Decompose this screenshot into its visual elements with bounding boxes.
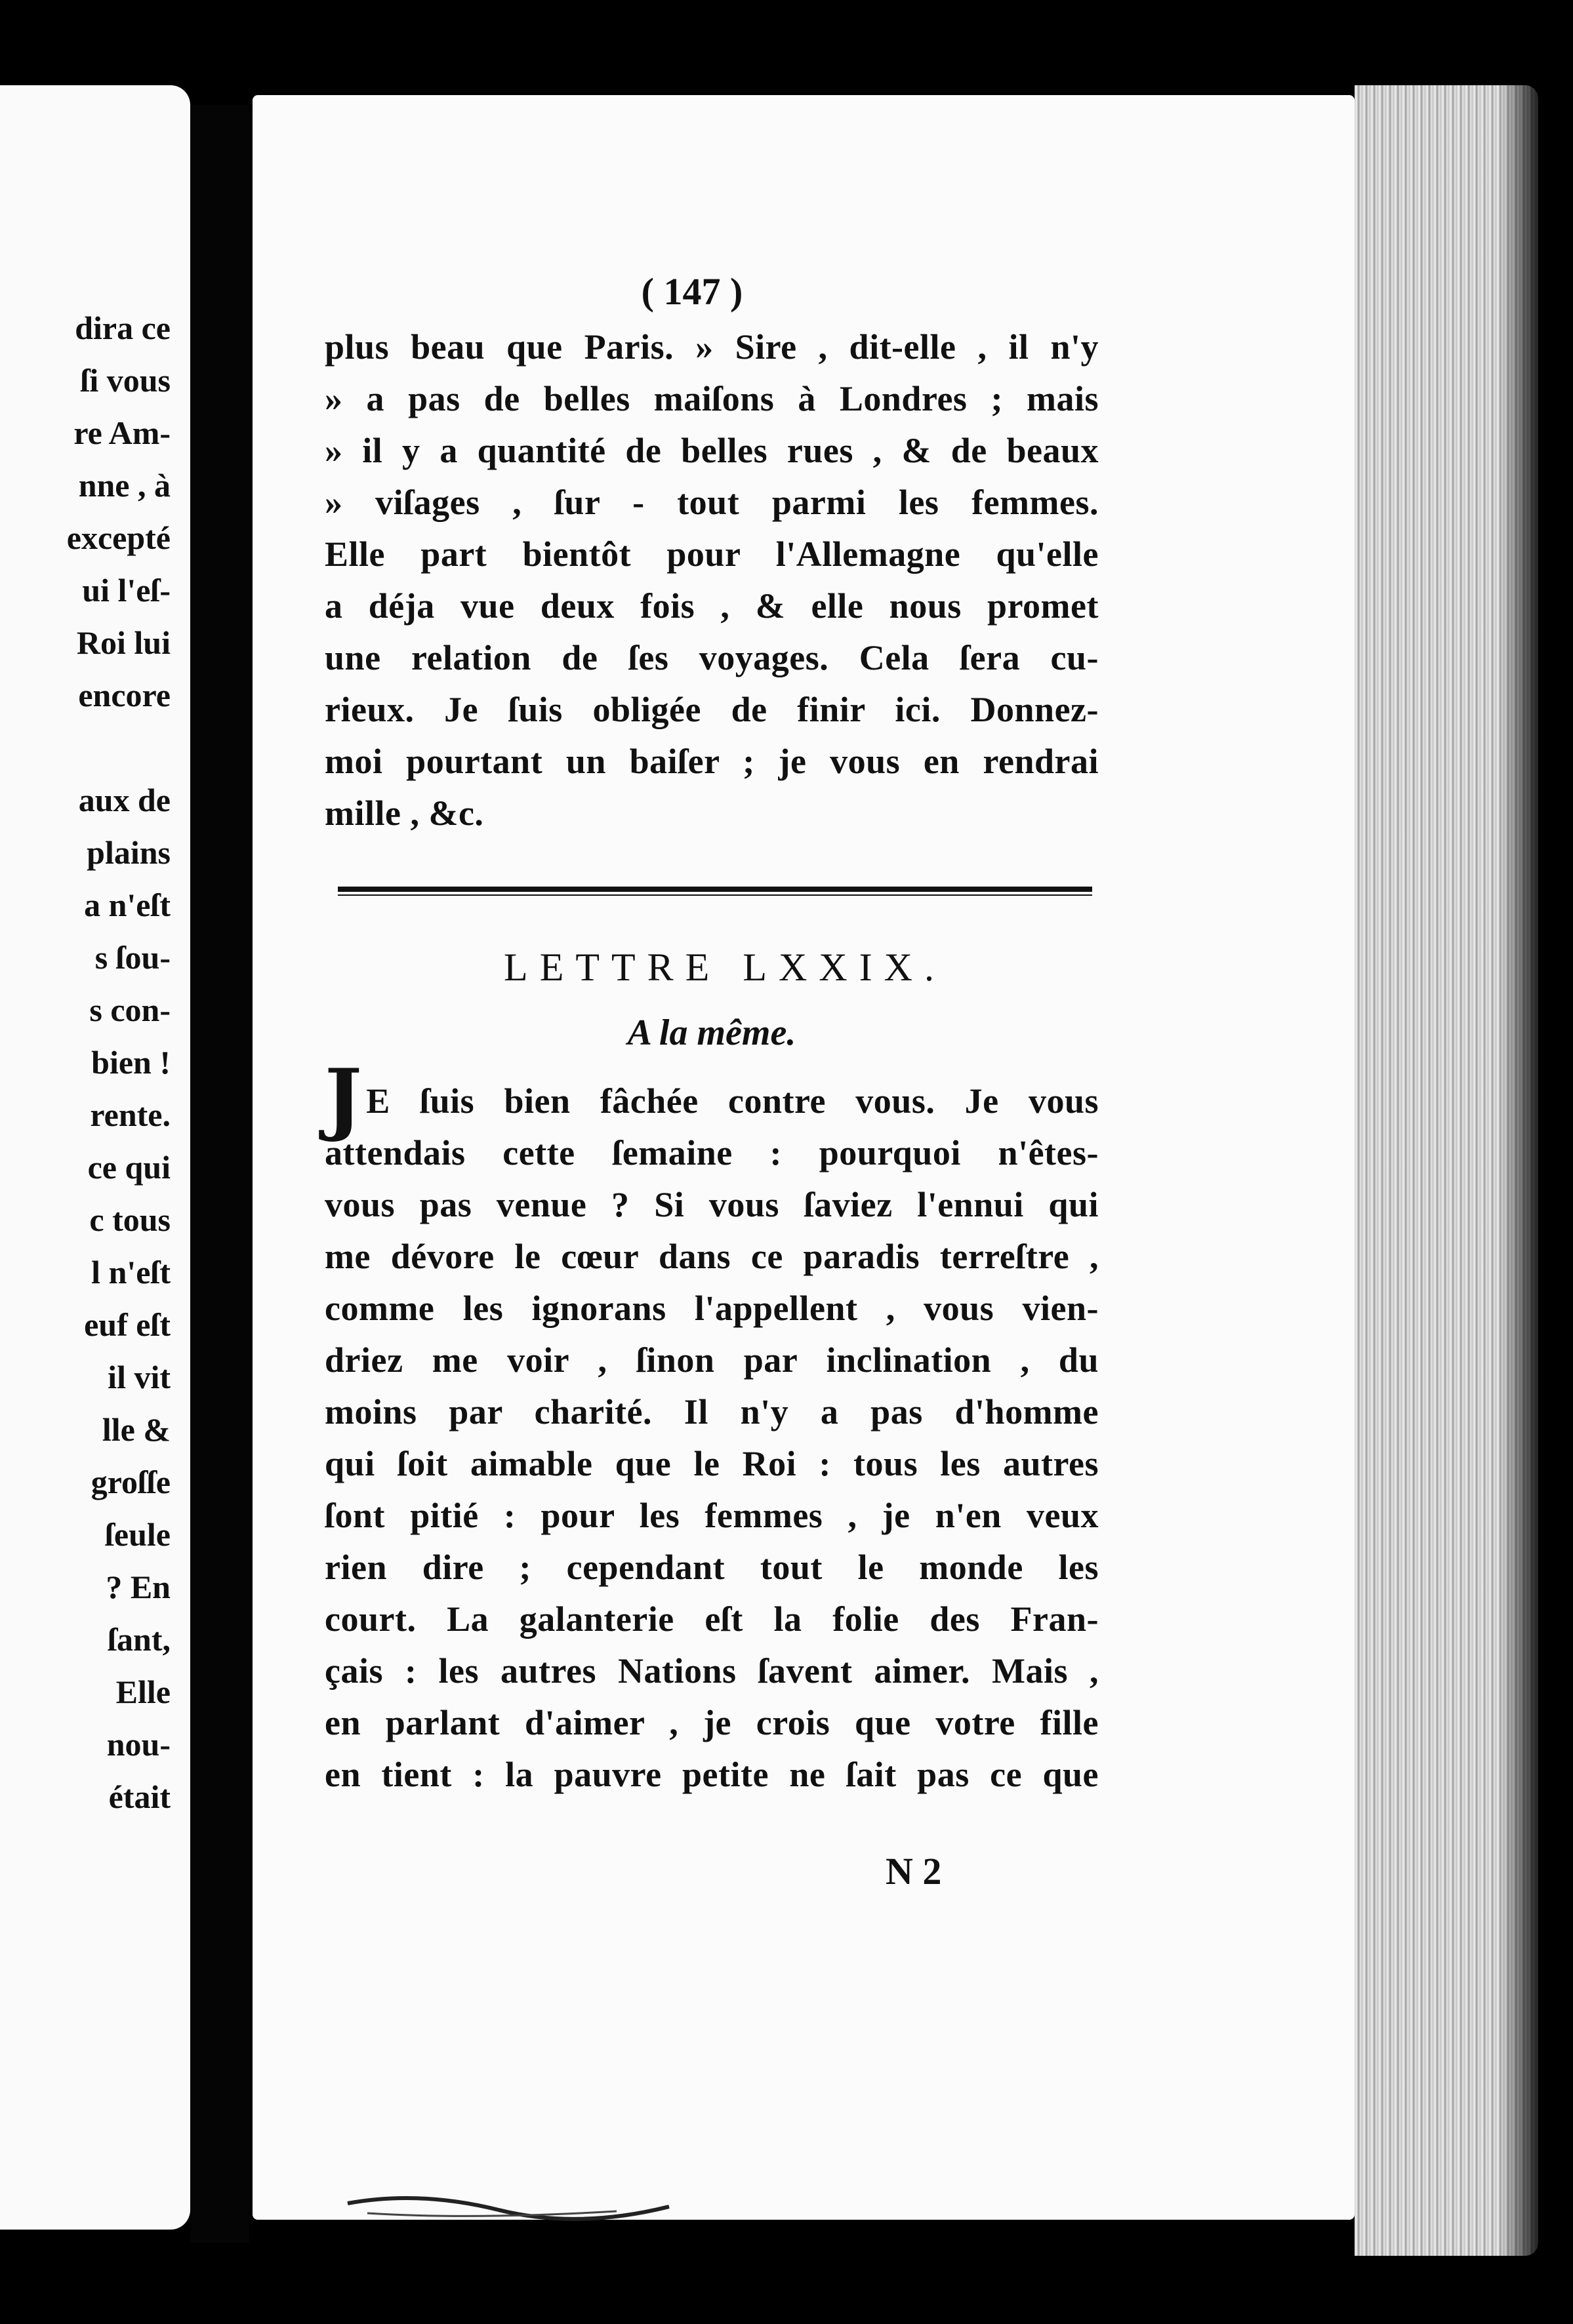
text-line: » viſages , ſur - tout parmi les femmes. <box>325 483 1099 522</box>
left-line: l n'eſt <box>91 1254 171 1291</box>
left-line: était <box>108 1778 171 1815</box>
section-divider <box>325 839 1099 931</box>
text-line: en tient : la pauvre petite ne ſait pas ce que <box>325 1755 1099 1794</box>
left-line: re Am- <box>73 414 171 451</box>
left-line: dira ce <box>75 310 171 346</box>
left-line: ? En <box>106 1569 171 1605</box>
text-line: çais : les autres Nations ſavent aimer. Mais , <box>325 1651 1099 1691</box>
salutation: A la même. <box>627 1012 796 1053</box>
text-line: rieux. Je ſuis obligée de finir ici. Donnez- <box>325 690 1099 729</box>
text-line: plus beau que Paris. » Sire , dit-elle , il n'y <box>325 327 1099 367</box>
text-line: Elle part bientôt pour l'Allemagne qu'elle <box>325 534 1099 574</box>
text-line: attendais cette ſemaine : pourquoi n'êtes- <box>325 1133 1099 1172</box>
page-smudge <box>341 2184 682 2223</box>
text-line: qui ſoit aimable que le Roi : tous les autres <box>325 1444 1099 1483</box>
left-line: aux de <box>78 782 171 818</box>
left-line: ui l'eſ- <box>82 572 171 609</box>
left-line: excepté <box>66 519 171 556</box>
text-line: me dévore le cœur dans ce paradis terreſtre , <box>325 1237 1099 1276</box>
left-line: rente. <box>90 1096 171 1133</box>
left-line: il vit <box>108 1359 171 1395</box>
book-gutter <box>190 105 249 2243</box>
left-line: lle & <box>102 1411 171 1448</box>
left-line: nou- <box>106 1726 171 1763</box>
left-page <box>0 85 190 2230</box>
letter-title: LETTRE LXXIX. <box>504 946 946 989</box>
left-page-text <box>67 302 171 1823</box>
text-line: une relation de ſes voyages. Cela ſera cu- <box>325 638 1099 677</box>
left-line: encore <box>78 677 171 713</box>
text-line: a déja vue deux fois , & elle nous promet <box>325 586 1099 626</box>
text-line: mille , &c. <box>325 793 484 833</box>
text-line: moi pourtant un baiſer ; je vous en rendrai <box>325 742 1099 781</box>
left-line: s ſou- <box>94 939 171 976</box>
text-line: rien dire ; cependant tout le monde les <box>325 1548 1099 1587</box>
drop-cap: J <box>325 1052 363 1144</box>
left-line: Elle <box>115 1673 171 1710</box>
left-line: s con- <box>89 992 171 1028</box>
left-line: nne , à <box>78 467 171 504</box>
text-line: J E ſuis bien fâchée contre vous. Je vous <box>325 1052 1099 1144</box>
left-line: bien ! <box>91 1044 171 1081</box>
left-line: ſeule <box>105 1516 171 1553</box>
page-fore-edge <box>1355 85 1538 2256</box>
left-line: euf eſt <box>84 1306 171 1343</box>
text-line: » a pas de belles maiſons à Londres ; mais <box>325 379 1099 418</box>
left-line: ſant, <box>108 1621 171 1658</box>
text-line: ſont pitié : pour les femmes , je n'en veux <box>325 1496 1099 1535</box>
left-line: plains <box>87 834 171 871</box>
right-page-text <box>325 262 1099 1801</box>
left-line: Roi lui <box>76 624 171 661</box>
left-line: ce qui <box>87 1149 171 1186</box>
text-line: court. La galanterie eſt la folie des Fran- <box>325 1599 1099 1639</box>
text-line: vous pas venue ? Si vous ſaviez l'ennui qui <box>325 1185 1099 1224</box>
text-line: driez me voir , ſinon par inclination , du <box>325 1340 1099 1380</box>
text-line: comme les ignorans l'appellent , vous vien- <box>325 1289 1099 1328</box>
left-line: ſi vous <box>80 362 171 399</box>
text-line: » il y a quantité de belles rues , & de beaux <box>325 431 1099 470</box>
text-line: moins par charité. Il n'y a pas d'homme <box>325 1392 1099 1432</box>
running-head: ( 147 ) <box>641 270 743 313</box>
signature-mark: N 2 <box>886 1850 942 1893</box>
left-line: groſſe <box>91 1464 171 1500</box>
left-line: c tous <box>89 1201 171 1238</box>
left-line: a n'eſt <box>84 887 171 923</box>
text-line: en parlant d'aimer , je crois que votre fille <box>325 1703 1099 1742</box>
